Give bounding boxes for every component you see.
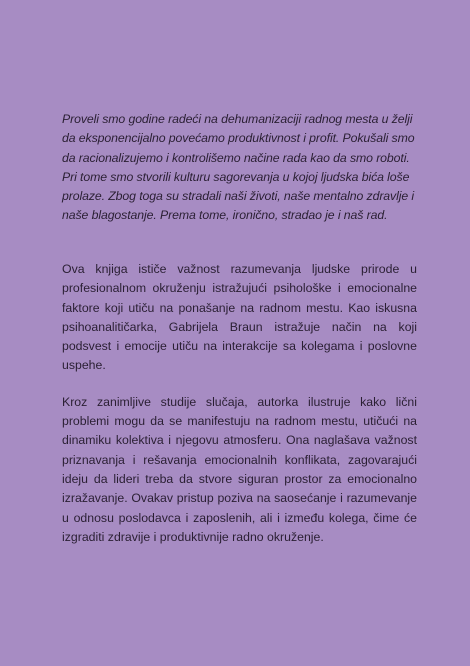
description-paragraph: Kroz zanimljive studije slučaja, autorka ilustruje kako lični problemi mogu da se manifestuju na radnom mestu, utičući na dinamiku kolektiva i njegovu atmosferu. Ona naglašava važnost priznavanja i rešavanja emocionalnih konflikata, zagovarajući ideju da lideri treba da stvore siguran prostor za emocionalno izražavanje. Ovakav pristup poziva na saosećanje i razumevanje u odnosu poslodavca i zaposlenih, ali i između kolega, čime će izgraditi zdravije i produktivnije radno okruženje. — [62, 394, 417, 544]
pull-quote: Proveli smo godine radeći na dehumanizaciji radnog mesta u želji da eksponencijalno povećamo produktivnost i profit. Pokušali smo da racionalizujemo i kontrolišemo načine rada kao da smo roboti. Pri tome smo stvorili kulturu sagorevanja u kojoj ljudska bića loše prolaze. Zbog toga su stradali naši životi, naše mentalno zdravlje i naše blagostanje. Prema tome, ironično, stradao je i naš rad. — [62, 112, 415, 223]
book-description — [62, 260, 417, 564]
description-paragraph: Ova knjiga ističe važnost razumevanja ljudske prirode u profesionalnom okruženju istražujući psihološke i emocionalne faktore koji utiču na ponašanje na radnom mestu. Kao iskusna psihoanalitičarka, Gabrijela Braun istražuje način na koji podsvest i emocije utiču na interakcije sa kolegama i poslovne uspehe. — [62, 262, 417, 373]
